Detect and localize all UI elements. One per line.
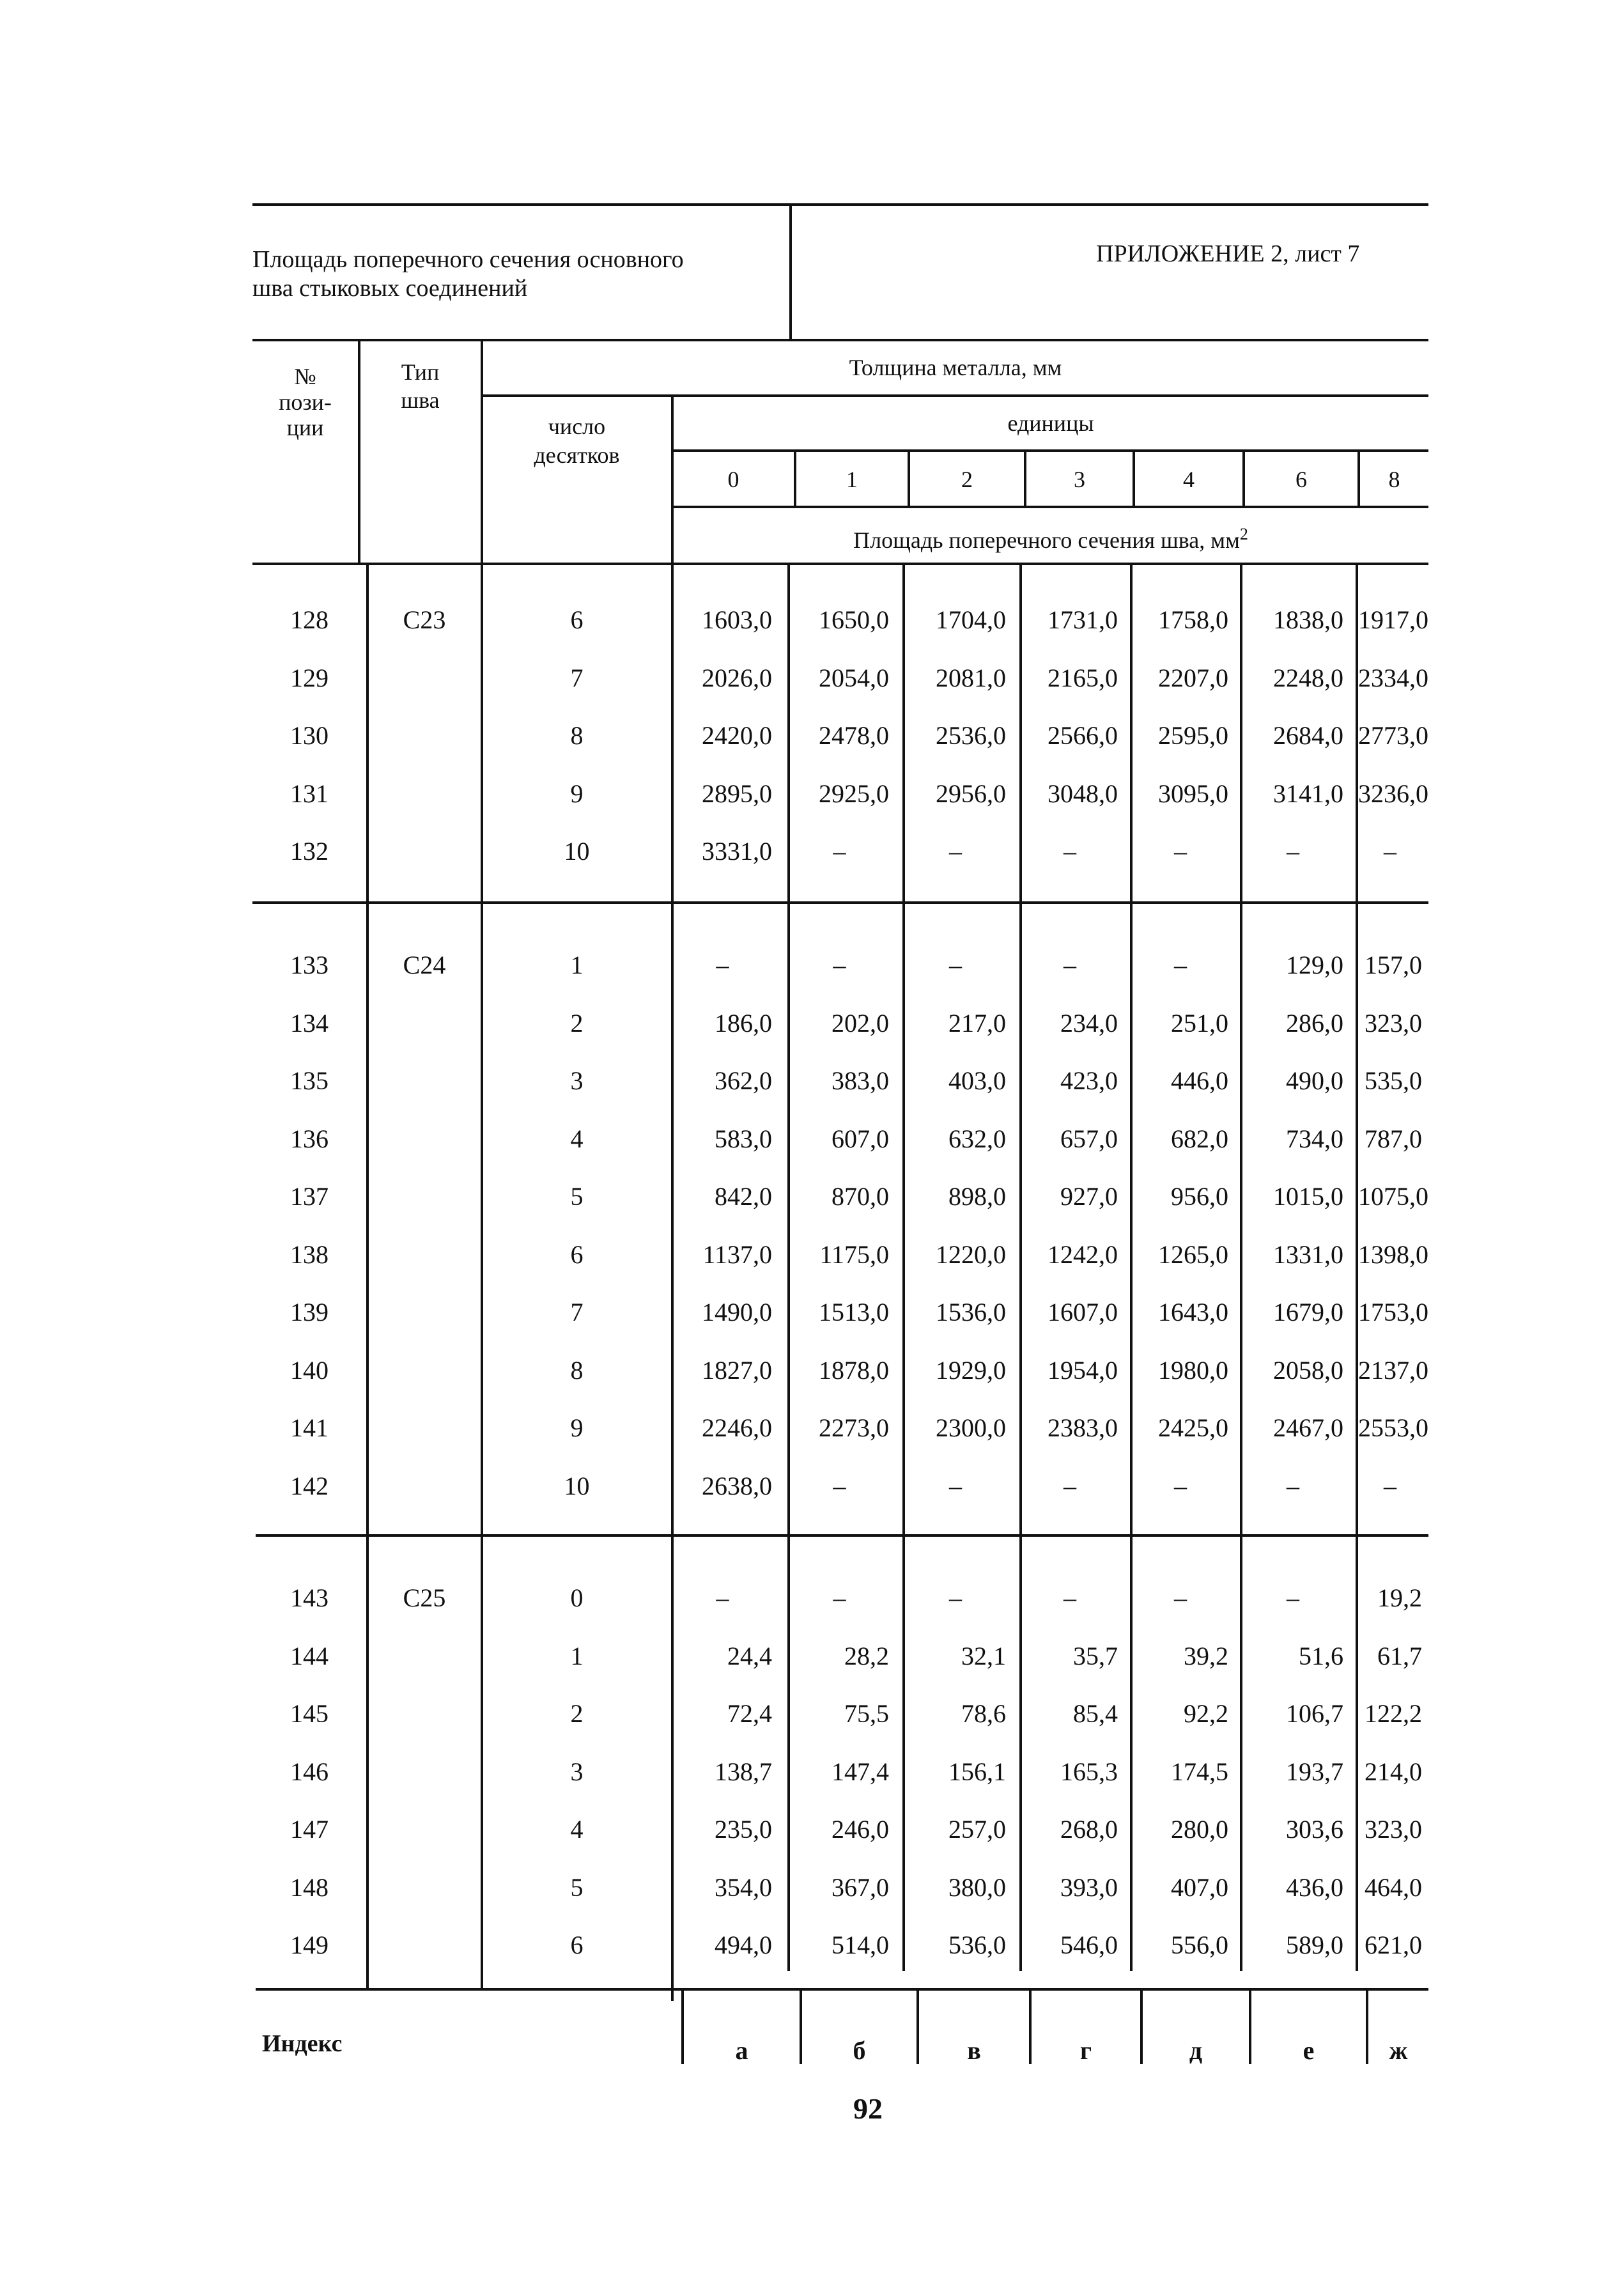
position-cell: 141	[290, 1413, 329, 1442]
area-value-cell: 75,5	[844, 1699, 889, 1728]
index-letter: б	[853, 2036, 866, 2065]
area-value-cell: 286,0	[1286, 1008, 1343, 1038]
position-cell: 135	[290, 1066, 329, 1095]
index-label: Индекс	[262, 2030, 343, 2057]
document-title-line1: Площадь поперечного сечения основного	[252, 246, 684, 273]
area-value-cell: 1980,0	[1158, 1355, 1228, 1385]
area-value-cell: 1220,0	[936, 1240, 1006, 1269]
area-value-cell: 2895,0	[702, 779, 772, 808]
position-cell: 147	[290, 1815, 329, 1844]
area-value-cell: 514,0	[831, 1931, 889, 1959]
area-value-cell: 1137,0	[702, 1240, 772, 1269]
area-value-cell: 35,7	[1073, 1641, 1118, 1670]
unit-label-0: 0	[727, 467, 739, 492]
area-value-cell: 323,0	[1365, 1008, 1422, 1038]
position-cell: 140	[290, 1355, 329, 1385]
area-value-cell: 147,4	[831, 1757, 889, 1786]
position-cell: 128	[290, 605, 329, 634]
area-value-cell: –	[1174, 1583, 1187, 1612]
area-value-cell: 354,0	[715, 1872, 772, 1902]
area-value-cell: 403,0	[948, 1066, 1006, 1095]
area-value-cell: 1175,0	[819, 1240, 889, 1269]
index-letter: в	[967, 2036, 981, 2065]
area-value-cell: 589,0	[1286, 1931, 1343, 1959]
area-value-cell: 583,0	[715, 1124, 772, 1153]
area-value-cell: 2595,0	[1158, 721, 1228, 750]
area-value-cell: 78,6	[961, 1699, 1006, 1728]
area-value-cell: 1607,0	[1048, 1298, 1118, 1326]
area-value-cell: –	[833, 837, 846, 866]
area-value-cell: 2137,0	[1358, 1355, 1428, 1385]
tens-cell: 0	[570, 1583, 584, 1612]
tens-cell: 10	[564, 837, 590, 866]
area-value-cell: 2467,0	[1273, 1413, 1343, 1442]
area-value-cell: 72,4	[727, 1699, 772, 1728]
area-value-cell: 494,0	[715, 1931, 772, 1959]
area-value-cell: 234,0	[1060, 1008, 1118, 1038]
position-cell: 131	[290, 779, 329, 808]
area-value-cell: 1536,0	[936, 1298, 1006, 1326]
area-value-cell: 165,3	[1060, 1757, 1118, 1786]
area-value-cell: 1603,0	[702, 605, 772, 634]
tens-cell: 3	[570, 1757, 584, 1786]
area-value-cell: 85,4	[1073, 1699, 1118, 1728]
index-letter: г	[1079, 2036, 1092, 2065]
position-cell: 132	[290, 837, 329, 866]
area-value-cell: 2334,0	[1358, 663, 1428, 692]
tens-cell: 6	[570, 1240, 584, 1269]
col-tens-line1: число	[548, 414, 606, 439]
area-value-cell: 2081,0	[936, 663, 1006, 692]
tens-cell: 9	[570, 779, 584, 808]
area-value-cell: 536,0	[948, 1931, 1006, 1959]
area-value-cell: 202,0	[831, 1008, 889, 1038]
area-value-cell: 2420,0	[702, 721, 772, 750]
area-value-cell: 2248,0	[1273, 663, 1343, 692]
area-value-cell: 3095,0	[1158, 779, 1228, 808]
unit-label-3: 3	[1074, 467, 1085, 492]
col-type-line2: шва	[401, 387, 440, 413]
area-value-cell: 156,1	[948, 1757, 1006, 1786]
area-value-cell: 621,0	[1365, 1931, 1422, 1959]
area-value-cell: –	[1384, 1471, 1396, 1500]
col-tens-line2: десятков	[534, 442, 620, 468]
tens-cell: 2	[570, 1008, 584, 1038]
area-value-cell: –	[1063, 951, 1076, 979]
tens-cell: 10	[564, 1471, 590, 1500]
area-value-cell: 1827,0	[702, 1355, 772, 1385]
position-cell: 130	[290, 721, 329, 750]
area-value-cell: 2638,0	[702, 1471, 772, 1500]
position-cell: 144	[290, 1641, 329, 1670]
area-value-cell: 682,0	[1171, 1124, 1228, 1153]
area-value-cell: 2566,0	[1048, 721, 1118, 750]
tens-cell: 1	[570, 1641, 584, 1670]
area-value-cell: 380,0	[948, 1872, 1006, 1902]
area-value-cell: 122,2	[1365, 1699, 1422, 1728]
index-letter: е	[1303, 2036, 1315, 2065]
col-position-no: №	[294, 364, 316, 389]
area-value-cell: 106,7	[1286, 1699, 1343, 1728]
area-value-cell: 92,2	[1184, 1699, 1228, 1728]
area-value-cell: 157,0	[1365, 951, 1422, 979]
area-value-cell: 3141,0	[1273, 779, 1343, 808]
col-position-line2: пози-	[279, 389, 332, 415]
area-value-cell: 1878,0	[819, 1355, 889, 1385]
area-value-cell: –	[1174, 951, 1187, 979]
area-value-cell: 174,5	[1171, 1757, 1228, 1786]
tens-cell: 4	[570, 1815, 584, 1844]
area-value-cell: 3048,0	[1048, 779, 1118, 808]
area-value-cell: 927,0	[1060, 1182, 1118, 1211]
position-cell: 142	[290, 1471, 329, 1500]
area-value-cell: 1015,0	[1273, 1182, 1343, 1211]
tens-cell: 6	[570, 605, 584, 634]
area-value-cell: 2300,0	[936, 1413, 1006, 1442]
area-value-cell: 2246,0	[702, 1413, 772, 1442]
area-value-cell: 2684,0	[1273, 721, 1343, 750]
col-position-line3: ции	[286, 415, 324, 440]
area-value-cell: 2026,0	[702, 663, 772, 692]
position-cell: 139	[290, 1298, 329, 1326]
area-value-cell: 2273,0	[819, 1413, 889, 1442]
tens-cell: 2	[570, 1699, 584, 1728]
col-area	[673, 520, 1428, 554]
appendix-label: ПРИЛОЖЕНИЕ 2, лист 7	[1096, 240, 1360, 267]
area-value-cell: 2478,0	[819, 721, 889, 750]
col-area-text: Площадь поперечного сечения шва, мм	[853, 527, 1240, 553]
area-value-cell: –	[716, 951, 729, 979]
area-value-cell: 423,0	[1060, 1066, 1118, 1095]
tens-cell: 9	[570, 1413, 584, 1442]
area-value-cell: 61,7	[1377, 1641, 1422, 1670]
col-thickness: Толщина металла, мм	[849, 355, 1062, 380]
unit-label-1: 1	[846, 467, 858, 492]
area-value-cell: –	[1287, 837, 1299, 866]
area-value-cell: 2536,0	[936, 721, 1006, 750]
area-value-cell: 246,0	[831, 1815, 889, 1844]
area-value-cell: –	[949, 1583, 962, 1612]
position-cell: 145	[290, 1699, 329, 1728]
area-value-cell: –	[833, 951, 846, 979]
area-value-cell: 842,0	[715, 1182, 772, 1211]
area-value-cell: 367,0	[831, 1872, 889, 1902]
area-value-cell: –	[1174, 1471, 1187, 1500]
area-value-cell: –	[833, 1583, 846, 1612]
area-value-cell: 2425,0	[1158, 1413, 1228, 1442]
area-value-cell: 383,0	[831, 1066, 889, 1095]
area-value-cell: –	[1063, 837, 1076, 866]
area-value-cell: 436,0	[1286, 1872, 1343, 1902]
tens-cell: 7	[570, 1298, 584, 1326]
area-value-cell: 2956,0	[936, 779, 1006, 808]
area-value-cell: 138,7	[715, 1757, 772, 1786]
index-letter: ж	[1389, 2036, 1408, 2065]
area-value-cell: –	[949, 1471, 962, 1500]
area-value-cell: 1929,0	[936, 1355, 1006, 1385]
area-value-cell: 1331,0	[1273, 1240, 1343, 1269]
tens-cell: 5	[570, 1182, 584, 1211]
unit-label-6: 6	[1295, 467, 1307, 492]
area-value-cell: –	[949, 837, 962, 866]
area-value-cell: 1838,0	[1273, 605, 1343, 634]
area-value-cell: 1075,0	[1358, 1182, 1428, 1211]
col-area-sup: 2	[1239, 525, 1248, 543]
area-value-cell: 2058,0	[1273, 1355, 1343, 1385]
weld-type-cell: С23	[403, 605, 446, 634]
index-letter: д	[1189, 2036, 1203, 2065]
index-letter: а	[735, 2036, 748, 2065]
area-value-cell: 446,0	[1171, 1066, 1228, 1095]
weld-type-cell: С24	[403, 951, 446, 979]
area-value-cell: 1917,0	[1358, 605, 1428, 634]
area-value-cell: 787,0	[1365, 1124, 1422, 1153]
tens-cell: 8	[570, 721, 584, 750]
weld-type-cell: С25	[403, 1583, 446, 1612]
area-value-cell: –	[1287, 1471, 1299, 1500]
area-value-cell: 24,4	[727, 1641, 772, 1670]
area-value-cell: –	[716, 1583, 729, 1612]
area-value-cell: 193,7	[1286, 1757, 1343, 1786]
tens-cell: 6	[570, 1931, 584, 1959]
position-cell: 143	[290, 1583, 329, 1612]
area-value-cell: 257,0	[948, 1815, 1006, 1844]
area-value-cell: 1265,0	[1158, 1240, 1228, 1269]
area-value-cell: 217,0	[948, 1008, 1006, 1038]
area-value-cell: 657,0	[1060, 1124, 1118, 1153]
tens-cell: 4	[570, 1124, 584, 1153]
position-cell: 136	[290, 1124, 329, 1153]
area-value-cell: 3236,0	[1358, 779, 1428, 808]
area-value-cell: 632,0	[948, 1124, 1006, 1153]
col-units: единицы	[1007, 410, 1094, 436]
area-value-cell: 898,0	[948, 1182, 1006, 1211]
area-value-cell: 323,0	[1365, 1815, 1422, 1844]
area-value-cell: 186,0	[715, 1008, 772, 1038]
area-value-cell: 464,0	[1365, 1872, 1422, 1902]
area-value-cell: –	[833, 1471, 846, 1500]
area-value-cell: 734,0	[1286, 1124, 1343, 1153]
area-value-cell: 2054,0	[819, 663, 889, 692]
area-value-cell: 2165,0	[1048, 663, 1118, 692]
tens-cell: 3	[570, 1066, 584, 1095]
area-value-cell: 362,0	[715, 1066, 772, 1095]
area-value-cell: 607,0	[831, 1124, 889, 1153]
area-value-cell: 280,0	[1171, 1815, 1228, 1844]
position-cell: 137	[290, 1182, 329, 1211]
area-value-cell: 1398,0	[1358, 1240, 1428, 1269]
area-value-cell: 1758,0	[1158, 605, 1228, 634]
area-value-cell: 39,2	[1184, 1641, 1228, 1670]
area-value-cell: 303,6	[1286, 1815, 1343, 1844]
position-cell: 149	[290, 1931, 329, 1959]
unit-label-4: 4	[1183, 467, 1195, 492]
position-cell: 146	[290, 1757, 329, 1786]
position-cell: 148	[290, 1872, 329, 1902]
area-value-cell: 1490,0	[702, 1298, 772, 1326]
area-value-cell: –	[1287, 1583, 1299, 1612]
area-value-cell: 268,0	[1060, 1815, 1118, 1844]
area-value-cell: 407,0	[1171, 1872, 1228, 1902]
area-value-cell: 214,0	[1365, 1757, 1422, 1786]
area-value-cell: 1242,0	[1048, 1240, 1118, 1269]
position-cell: 129	[290, 663, 329, 692]
area-value-cell: 3331,0	[702, 837, 772, 866]
area-value-cell: 556,0	[1171, 1931, 1228, 1959]
area-value-cell: 251,0	[1171, 1008, 1228, 1038]
page-number: 92	[853, 2092, 883, 2125]
area-value-cell: 535,0	[1365, 1066, 1422, 1095]
area-value-cell: 32,1	[961, 1641, 1006, 1670]
area-value-cell: 2773,0	[1358, 721, 1428, 750]
tens-cell: 5	[570, 1872, 584, 1902]
unit-label-8: 8	[1388, 467, 1400, 492]
area-value-cell: –	[949, 951, 962, 979]
area-value-cell: 1643,0	[1158, 1298, 1228, 1326]
area-value-cell: 19,2	[1377, 1583, 1422, 1612]
tens-cell: 8	[570, 1355, 584, 1385]
tens-cell: 1	[570, 951, 584, 979]
tens-cell: 7	[570, 663, 584, 692]
area-value-cell: 1954,0	[1048, 1355, 1118, 1385]
area-value-cell: 1679,0	[1273, 1298, 1343, 1326]
area-value-cell: 51,6	[1299, 1641, 1343, 1670]
area-value-cell: 1650,0	[819, 605, 889, 634]
area-value-cell: –	[1384, 837, 1396, 866]
document-title-line2: шва стыковых соединений	[252, 275, 528, 302]
col-type-line1: Тип	[401, 359, 440, 385]
area-value-cell: 393,0	[1060, 1872, 1118, 1902]
area-value-cell: 2207,0	[1158, 663, 1228, 692]
area-value-cell: 2925,0	[819, 779, 889, 808]
area-value-cell: 490,0	[1286, 1066, 1343, 1095]
area-value-cell: 1704,0	[936, 605, 1006, 634]
area-value-cell: 2553,0	[1358, 1413, 1428, 1442]
position-cell: 134	[290, 1008, 329, 1038]
area-value-cell: 28,2	[844, 1641, 889, 1670]
area-value-cell: –	[1063, 1471, 1076, 1500]
position-cell: 133	[290, 951, 329, 979]
area-value-cell: 1753,0	[1358, 1298, 1428, 1326]
area-value-cell: 1731,0	[1048, 605, 1118, 634]
unit-label-2: 2	[961, 467, 973, 492]
area-value-cell: –	[1174, 837, 1187, 866]
area-value-cell: 1513,0	[819, 1298, 889, 1326]
area-value-cell: 129,0	[1286, 951, 1343, 979]
area-value-cell: 2383,0	[1048, 1413, 1118, 1442]
area-value-cell: 956,0	[1171, 1182, 1228, 1211]
area-value-cell: 235,0	[715, 1815, 772, 1844]
area-value-cell: –	[1063, 1583, 1076, 1612]
position-cell: 138	[290, 1240, 329, 1269]
area-value-cell: 870,0	[831, 1182, 889, 1211]
area-value-cell: 546,0	[1060, 1931, 1118, 1959]
